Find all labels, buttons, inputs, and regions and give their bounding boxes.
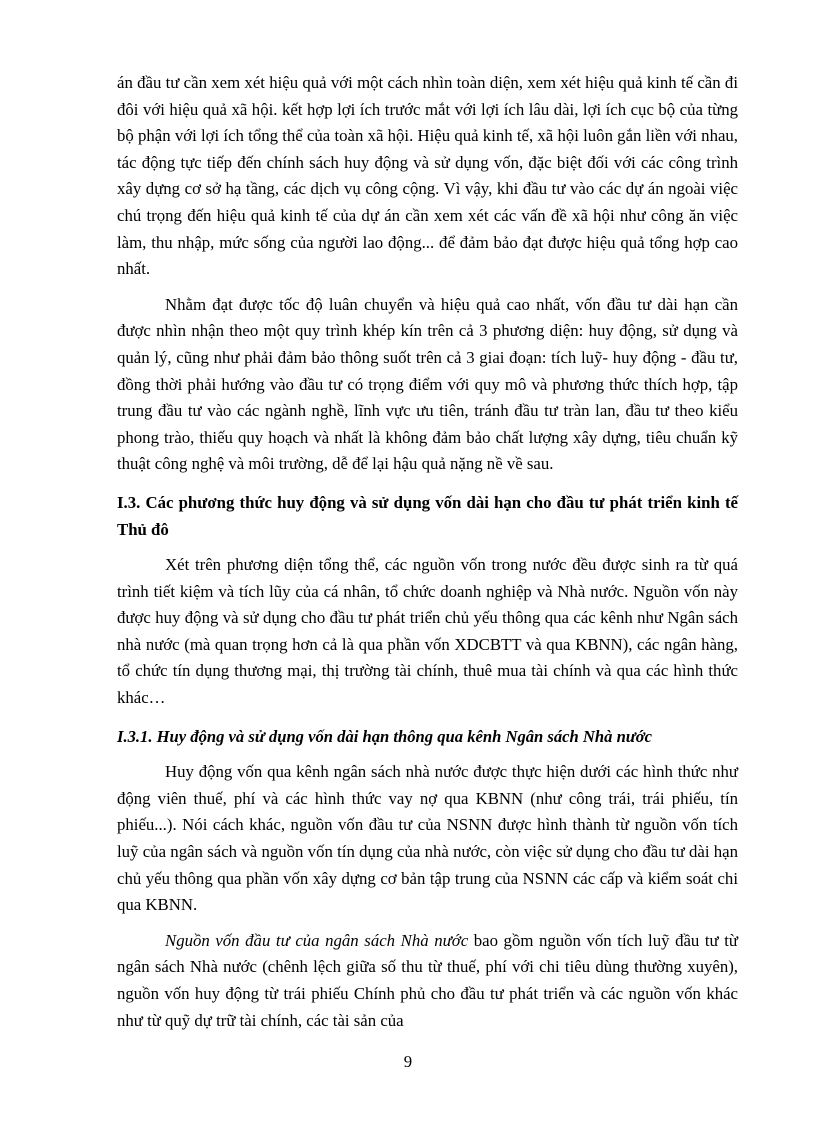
paragraph-state-budget: Huy động vốn qua kênh ngân sách nhà nước được thực hiện dưới các hình thức như động viên thuế, phí và các hình thức vay nợ qua KBNN (như công trái, trái phiếu, tín phiếu...). Nói cách khác, nguồn vốn đầu tư của NSNN được hình thành từ nguồn vốn tích luỹ của ngân sách và nguồn vốn tín dụng của nhà nước, còn việc sử dụng cho đầu tư dài hạn chủ yếu thông qua phần vốn xây dựng cơ bản tập trung của NSNN các cấp và kiểm soát chi qua KBNN. [117, 762, 738, 915]
section-heading-1-3: I.3. Các phương thức huy động và sử dụng vốn dài hạn cho đầu tư phát triển kinh tế Thủ đô [117, 492, 738, 539]
paragraph-domestic-capital: Xét trên phương diện tổng thể, các nguồn vốn trong nước đều được sinh ra từ quá trình tiết kiệm và tích lũy của cá nhân, tổ chức doanh nghiệp và Nhà nước. Nguồn vốn này được huy động và sử dụng cho đầu tư phát triển chủ yếu thông qua các kênh như Ngân sách nhà nước (mà quan trọng hơn cả là qua phần vốn XDCBTT và qua KBNN), các ngân hàng, tổ chức tín dụng thương mại, thị trường tài chính, thuê mua tài chính và qua các hình thức khác… [117, 555, 738, 708]
paragraph-budget-sources [117, 928, 738, 1034]
section-heading-1-3-1: I.3.1. Huy động và sử dụng vốn dài hạn thông qua kênh Ngân sách Nhà nước [117, 726, 653, 746]
page-number: 9 [403, 1052, 413, 1071]
page-body [117, 70, 738, 1034]
paragraph-continued: án đầu tư cần xem xét hiệu quả với một cách nhìn toàn diện, xem xét hiệu quả kinh tế cần đi đôi với hiệu quả xã hội. kết hợp lợi ích trước mắt với lợi ích lâu dài, lợi ích cục bộ của từng bộ phận với lợi ích tổng thể của toàn xã hội. Hiệu quả kinh tế, xã hội luôn gắn liền với nhau, tác động tực tiếp đến chính sách huy động và sử dụng vốn, đặc biệt đối với các công trình xây dựng cơ sở hạ tầng, các dịch vụ công cộng. Vì vậy, khi đầu tư vào các dự án ngoài việc chú trọng đến hiệu quả kinh tế của dự án cần xem xét các vấn đề xã hội như công ăn việc làm, thu nhập, mức sống của người lao động... để đảm bảo đạt được hiệu quả tổng hợp cao nhất. [117, 73, 738, 279]
paragraph-capital-cycle: Nhằm đạt được tốc độ luân chuyển và hiệu quả cao nhất, vốn đầu tư dài hạn cần được nhìn nhận theo một quy trình khép kín trên cả 3 phương diện: huy động, sử dụng và quản lý, cũng như phải đảm bảo thông suốt trên cả 3 giai đoạn: tích luỹ- huy động - đầu tư, đồng thời phải hướng vào đầu tư có trọng điểm với quy mô và phương thức thích hợp, tập trung đầu tư vào các ngành nghề, lĩnh vực ưu tiên, tránh đầu tư tràn lan, đầu tư theo kiểu phong trào, thiếu quy hoạch và nhất là không đảm bảo chất lượng xây dựng, tiêu chuẩn kỹ thuật công nghệ và môi trường, dễ để lại hậu quả nặng nề về sau. [117, 294, 738, 474]
paragraph-budget-sources-text: bao gồm nguồn vốn tích luỹ đầu tư từ ngân sách Nhà nước (chênh lệch giữa số thu từ thuế, phí với chi tiêu dùng thường xuyên), nguồn vốn huy động từ trái phiếu Chính phủ cho đầu tư phát triển và các nguồn vốn khác như từ quỹ dự trữ tài chính, các tài sản của [117, 930, 738, 1030]
italic-term: Nguồn vốn đầu tư của ngân sách Nhà nước [165, 930, 469, 950]
